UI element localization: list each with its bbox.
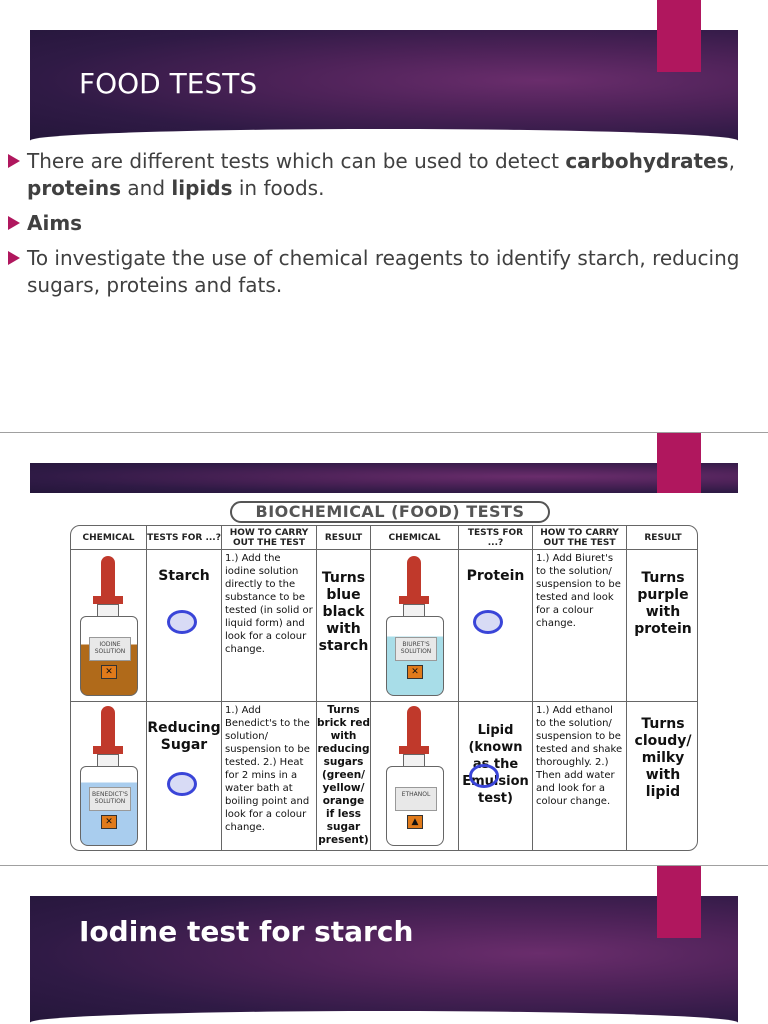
header-how-to: HOW TO CARRY OUT THE TEST	[222, 526, 317, 550]
header-tests-for: TESTS FOR ...?	[147, 526, 222, 550]
bullet-item: To investigate the use of chemical reagents to identify starch, reducing sugars, proteins and fats.	[6, 245, 746, 299]
title-banner	[30, 463, 738, 493]
result-cell: Turns blue black with starch	[317, 550, 371, 702]
bullet-triangle-icon	[8, 251, 20, 265]
header-chemical: CHEMICAL	[371, 526, 459, 550]
circle-marker-icon	[167, 610, 197, 634]
bullet-triangle-icon	[8, 154, 20, 168]
header-result: RESULT	[317, 526, 371, 550]
chemical-cell: BIURET'S SOLUTION ✕	[371, 550, 459, 702]
bullet-item: There are different tests which can be used to detect carbohydrates, proteins and lipids in foods.	[6, 148, 746, 202]
result-cell: Turns brick red with reducing sugars (green/ yellow/ orange if less sugar present)	[317, 702, 371, 851]
header-result: RESULT	[627, 526, 698, 550]
slide-biochemical-table	[0, 433, 768, 865]
method-cell: 1.) Add the iodine solution directly to the substance to be tested (in solid or liquid form) and look for a colour change.	[222, 550, 317, 702]
hazard-icon: ✕	[101, 665, 117, 679]
chemical-cell: BENEDICT'S SOLUTION ✕	[71, 702, 147, 851]
circle-marker-icon	[167, 772, 197, 796]
header-tests-for: TESTS FOR ...?	[459, 526, 533, 550]
accent-bar	[657, 866, 701, 938]
circle-marker-icon	[473, 610, 503, 634]
slide-food-tests	[0, 0, 768, 432]
header-chemical: CHEMICAL	[71, 526, 147, 550]
slide-title: Iodine test for starch	[79, 915, 414, 948]
bullet-item	[6, 210, 746, 237]
accent-bar	[657, 0, 701, 72]
biochemical-tests-figure	[70, 501, 698, 853]
method-cell: 1.) Add Biuret's to the solution/ suspension to be tested and look for a colour change.	[533, 550, 627, 702]
table-title: BIOCHEMICAL (FOOD) TESTS	[230, 501, 550, 523]
hazard-icon: ▲	[407, 815, 423, 829]
food-cell: Lipid (known as the Emulsion test)	[459, 702, 533, 851]
chemical-cell: ETHANOL ▲	[371, 702, 459, 851]
hazard-icon: ✕	[101, 815, 117, 829]
bullet-triangle-icon	[8, 216, 20, 230]
bullet-list	[6, 148, 746, 307]
aims-heading: Aims	[27, 211, 83, 235]
food-cell: Protein	[459, 550, 533, 702]
method-cell: 1.) Add Benedict's to the solution/ suspension to be tested. 2.) Heat for 2 mins in a water bath at boiling point and look for a colour change.	[222, 702, 317, 851]
result-cell: Turns purple with protein	[627, 550, 698, 702]
method-cell: 1.) Add ethanol to the solution/ suspension to be tested and shake thoroughly. 2.) Then add water and look for a colour change.	[533, 702, 627, 851]
food-tests-table	[70, 525, 698, 851]
result-cell: Turns cloudy/ milky with lipid	[634, 716, 692, 800]
circle-marker-icon	[469, 764, 499, 788]
header-how-to: HOW TO CARRY OUT THE TEST	[533, 526, 627, 550]
hazard-icon: ✕	[407, 665, 423, 679]
chemical-cell: IODINE SOLUTION ✕	[71, 550, 147, 702]
slide-iodine-test	[0, 866, 768, 1024]
slide-title: FOOD TESTS	[79, 67, 258, 100]
food-cell: Starch	[147, 550, 222, 702]
food-cell: Reducing Sugar	[147, 702, 222, 851]
accent-bar	[657, 433, 701, 493]
